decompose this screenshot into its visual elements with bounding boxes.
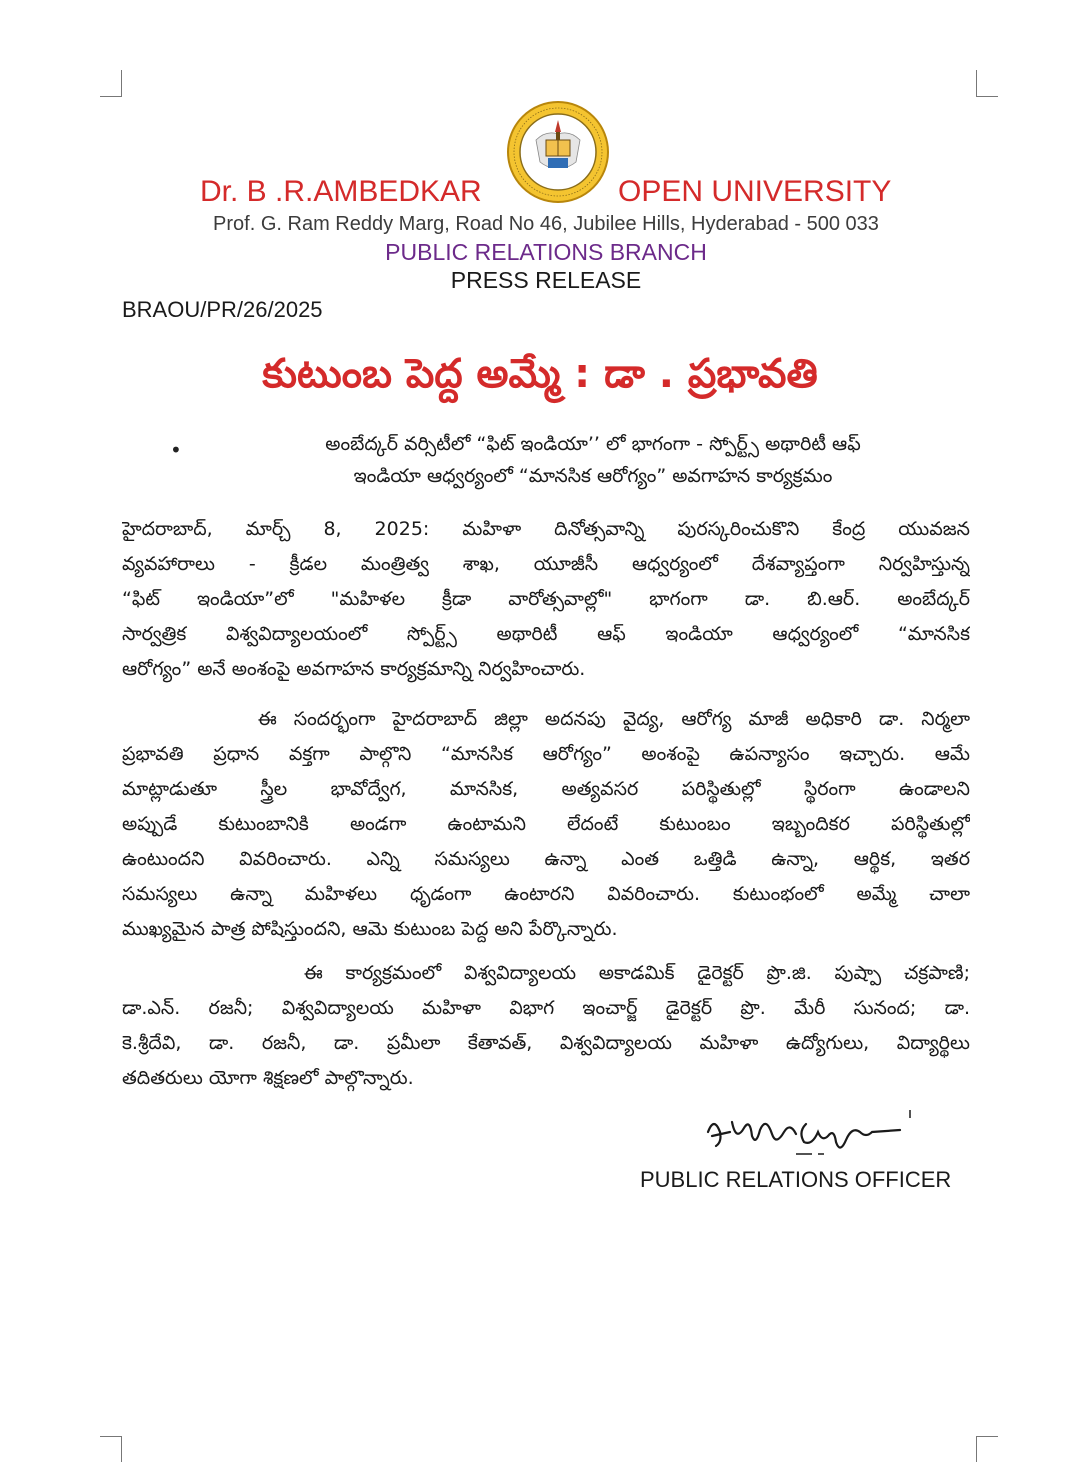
- paragraph-line: ముఖ్యమైన పాత్ర పోషిస్తుందని, ఆమె కుటుంబ పెద్ద అని పేర్కొన్నారు.: [122, 918, 618, 940]
- paragraph-line: ప్రభావతి ప్రధాన వక్తగా పాల్గొని “మానసిక ఆరోగ్యం” అంశంపై ఉపన్యాసం ఇచ్చారు. ఆమే: [122, 743, 970, 765]
- crop-mark-bottom-left-h: [100, 1436, 122, 1437]
- university-name-right: OPEN UNIVERSITY: [618, 175, 892, 208]
- crop-mark-top-left-h: [100, 96, 122, 97]
- paragraph-line: ఆరోగ్యం” అనే అంశంపై అవగాహన కార్యక్రమాన్ని నిర్వహించారు.: [122, 658, 586, 680]
- paragraph-3: [122, 956, 970, 1096]
- bullet-subheading: [228, 428, 958, 492]
- paragraph-line: కె.శ్రీదేవి, డా. రజనీ, డా. ప్రమీలా కేతావత్, విశ్వవిద్యాలయ మహిళా ఉద్యోగులు, విద్యార్థిలు: [122, 1032, 970, 1054]
- paragraph-2: [122, 702, 970, 947]
- university-address: Prof. G. Ram Reddy Marg, Road No 46, Jubilee Hills, Hyderabad - 500 033: [213, 213, 879, 235]
- paragraph-line: డా.ఎన్. రజనీ; విశ్వవిద్యాలయ మహిళా విభాగ ఇంచార్జ్ డైరెక్టర్ ప్రొ. మేరీ సునంద; డా.: [122, 997, 970, 1019]
- designation: PUBLIC RELATIONS OFFICER: [640, 1167, 952, 1192]
- crop-mark-top-left-v: [121, 70, 122, 96]
- crop-mark-bottom-right-h: [976, 1436, 998, 1437]
- bullet-line: ఇండియా ఆధ్వర్యంలో “మానసిక ఆరోగ్యం” అవగాహన కార్యక్రమం: [353, 465, 833, 487]
- paragraph-line: “ఫిట్ ఇండియా”లో "మహిళల క్రీడా వారోత్సవాల్లో" భాగంగా డా. బి.ఆర్. అంబేద్కర్: [122, 588, 970, 610]
- paragraph-line: ఈ కార్యక్రమంలో విశ్వవిద్యాలయ అకాడమిక్ డైరెక్టర్ ప్రొ.జి. పుష్పా చక్రపాణి;: [122, 962, 970, 984]
- paragraph-line: సార్వత్రిక విశ్వవిద్యాలయంలో స్పోర్ట్స్ అథారిటీ ఆఫ్ ఇండియా ఆధ్వర్యంలో “మానసిక: [122, 623, 970, 645]
- branch-title: PUBLIC RELATIONS BRANCH: [385, 239, 707, 265]
- paragraph-line: మాట్లాడుతూ స్త్రీల భావోద్వేగ, మానసిక, అత్యవసర పరిస్థితుల్లో స్థిరంగా ఉండాలని: [122, 778, 970, 800]
- paragraph-line: ఈ సందర్భంగా హైదరాబాద్ జిల్లా అదనపు వైద్య, ఆరోగ్య మాజీ అధికారి డా. నిర్మలా: [122, 708, 970, 730]
- bullet-marker: •: [170, 438, 182, 462]
- paragraph-line: అప్పుడే కుటుంబానికి అండగా ఉంటామని లేదంటే కుటుంబం ఇబ్బందికర పరిస్థితుల్లో: [122, 813, 970, 835]
- crop-mark-bottom-left-v: [121, 1436, 122, 1462]
- reference-number: BRAOU/PR/26/2025: [122, 297, 323, 322]
- bullet-line: అంబేద్కర్ వర్సిటీలో “ఫిట్ ఇండియా’’ లో భాగంగా - స్పోర్ట్స్ అథారిటీ ఆఫ్: [325, 433, 861, 455]
- university-name-left: Dr. B .R.AMBEDKAR: [200, 175, 482, 208]
- document-type: PRESS RELEASE: [450, 267, 642, 293]
- university-logo: [506, 100, 610, 204]
- paragraph-line: తదితరులు యోగా శిక్షణలో పాల్గొన్నారు.: [122, 1067, 414, 1089]
- paragraph-line: వ్యవహారాలు - క్రీడల మంత్రిత్వ శాఖ, యూజీసీ ఆధ్వర్యంలో దేశవ్యాప్తంగా నిర్వహిస్తున్న: [122, 553, 970, 575]
- paragraph-line: ఉంటుందని వివరించారు. ఎన్ని సమస్యలు ఉన్నా ఎంత ఒత్తిడి ఉన్నా, ఆర్థిక, ఇతర: [122, 848, 970, 870]
- crop-mark-top-right-v: [976, 70, 977, 96]
- crop-mark-top-right-h: [976, 96, 998, 97]
- paragraph-line: హైదరాబాద్, మార్చ్ 8, 2025: మహిళా దినోత్సవాన్ని పురస్కరించుకొని కేంద్ర యువజన: [122, 518, 970, 540]
- signature: [700, 1102, 920, 1162]
- crop-mark-bottom-right-v: [976, 1436, 977, 1462]
- headline: కుటుంబ పెద్ద అమ్మే : డా . ప్రభావతి: [262, 351, 818, 397]
- paragraph-line: సమస్యలు ఉన్నా మహిళలు ధృడంగా ఉంటారని వివరించారు. కుటుంభంలో అమ్మే చాలా: [122, 883, 970, 905]
- paragraph-1: [122, 512, 970, 687]
